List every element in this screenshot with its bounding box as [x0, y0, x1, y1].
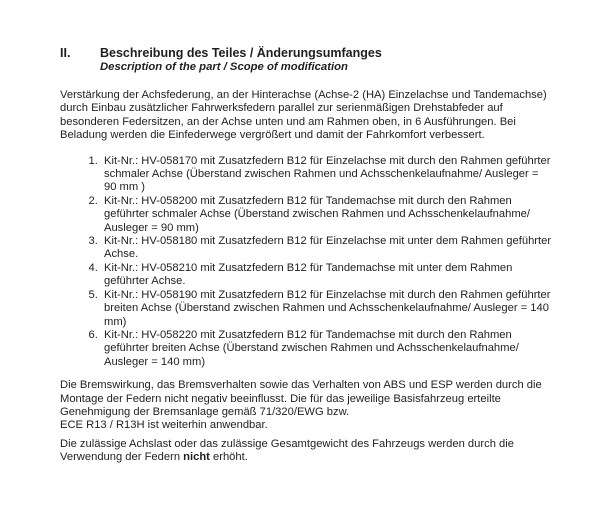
axle-load-text-before: Die zulässige Achslast oder das zulässige Gesamtgewicht des Fahrzeugs werden durch die Verwendung der Federn [60, 437, 514, 464]
brakes-paragraph-line2: ECE R13 / R13H ist weiterhin anwendbar. [60, 419, 268, 432]
section-heading [60, 46, 552, 74]
intro-paragraph: Verstärkung der Achsfederung, an der Hinterachse (Achse-2 (HA) Einzelachse und Tandemachse) durch Einbau zusätzlicher Fahrwerksfedern parallel zur serienmäßigen Drehstabfeder auf besonderen Federsitzen, an der Achse unten und am Rahmen oben, in 6 Ausführungen. Bei Beladung werden die Einfederwege vergrößert und damit der Fahrkomfort verbessert. [60, 89, 547, 142]
kit-list-item: 3. Kit-Nr.: HV-058180 mit Zusatzfedern B12 für Einzelachse mit unter dem Rahmen geführter Achse. [101, 235, 552, 262]
kit-list-item: 6. Kit-Nr.: HV-058220 mit Zusatzfedern B12 für Tandemachse mit durch den Rahmen geführter breiten Achse (Überstand zwischen Rahmen und Achsschenkelaufnahme/ Ausleger = 140 mm) [101, 329, 552, 369]
brakes-paragraph-line1: Die Bremswirkung, das Bremsverhalten sowie das Verhalten von ABS und ESP werden durch die Montage der Federn nicht negativ beeinflusst. Die für das jeweilige Basisfahrzeug erteilte Genehmigung der Bremsanlage gemäß 71/320/EWG bzw. [60, 379, 542, 418]
kit-list-item: 4. Kit-Nr.: HV-058210 mit Zusatzfedern B12 für Tandemachse mit unter dem Rahmen geführter Achse. [101, 262, 552, 289]
kit-list-item: 1. Kit-Nr.: HV-058170 mit Zusatzfedern B12 für Einzelachse mit durch den Rahmen geführter schmaler Achse (Überstand zwischen Rahmen und Achsschenkelaufnahme/ Ausleger = 90 mm ) [101, 155, 552, 195]
kit-list-item: 2. Kit-Nr.: HV-058200 mit Zusatzfedern B12 für Tandemachse mit durch den Rahmen geführter schmaler Achse (Überstand zwischen Rahmen und Achsschenkelaufnahme/ Ausleger = 90 mm) [101, 195, 552, 235]
section-heading-titles [100, 46, 552, 74]
axle-load-text-after: erhöht. [209, 451, 248, 464]
section-title-german: Beschreibung des Teiles / Änderungsumfanges [100, 46, 382, 60]
axle-load-bold-word: nicht [183, 451, 210, 464]
axle-load-paragraph [60, 438, 552, 465]
kit-list-item: 5. Kit-Nr.: HV-058190 mit Zusatzfedern B12 für Einzelachse mit durch den Rahmen geführter breiten Achse (Überstand zwischen Rahmen und Achsschenkelaufnahme/ Ausleger = 140 mm) [101, 289, 552, 329]
section-number: II. [60, 46, 71, 60]
kit-number-list [60, 155, 552, 370]
section-title-english: Description of the part / Scope of modification [100, 61, 348, 73]
brakes-paragraph [60, 379, 552, 433]
